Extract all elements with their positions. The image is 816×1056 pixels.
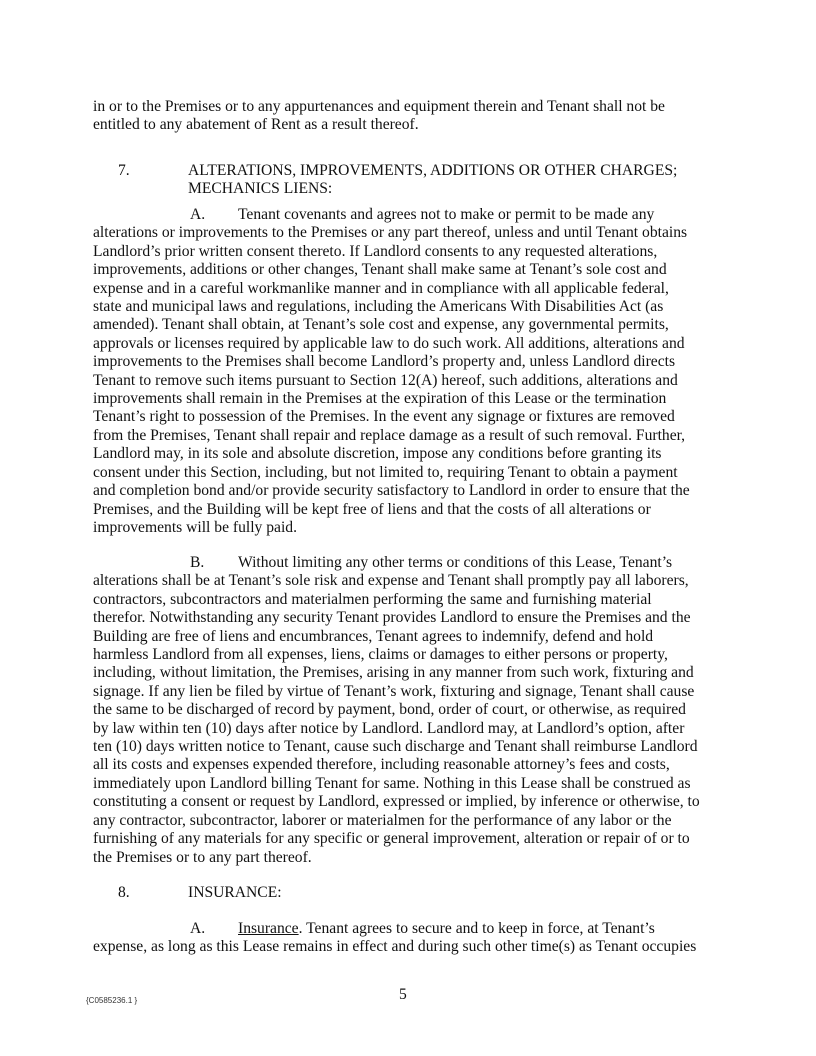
text-line: [93, 206, 723, 224]
text-line: Tenant to remove such items pursuant to Section 12(A) hereof, such additions, alterations and: [93, 371, 678, 389]
text-line: [93, 554, 723, 572]
text-line: alterations shall be at Tenant’s sole risk and expense and Tenant shall promptly pay all laborers,: [93, 572, 689, 590]
text-line: amended). Tenant shall obtain, at Tenant’s sole cost and expense, any governmental permits,: [93, 316, 669, 334]
paragraph-heading: Insurance: [238, 920, 299, 937]
text-line: contractors, subcontractors and materialmen performing the same and furnishing material: [93, 590, 652, 608]
paragraph-label: A.: [190, 920, 206, 937]
text-line: improvements, additions or other changes, Tenant shall make same at Tenant’s sole cost and: [93, 261, 667, 279]
text-line: [93, 920, 723, 938]
section-title: INSURANCE:: [188, 884, 282, 901]
text-line: the Premises or to any part thereof.: [93, 848, 312, 866]
text-line: alterations or improvements to the Premises or any part thereof, unless and until Tenant obtains: [93, 224, 688, 242]
text-line: entitled to any abatement of Rent as a result thereof.: [93, 116, 419, 134]
text-line: Landlord may, in its sole and absolute discretion, impose any conditions before granting its: [93, 445, 662, 463]
section-7-paragraph-b: [93, 554, 723, 867]
section-title: [188, 162, 677, 199]
text-line: harmless Landlord from all expenses, liens, claims or damages to either persons or property,: [93, 646, 668, 664]
section-title-line: ALTERATIONS, IMPROVEMENTS, ADDITIONS OR OTHER CHARGES;: [188, 162, 678, 179]
text-line: any contractor, subcontractor, laborer or materialmen for the performance of any labor or the: [93, 811, 672, 829]
text-line: approvals or licenses required by applicable law to do such work. All additions, alterations and: [93, 334, 685, 352]
text-line: Building are free of liens and encumbrances, Tenant agrees to indemnify, defend and hold: [93, 627, 654, 645]
text-line: Landlord’s prior written consent thereto. If Landlord consents to any requested alterations,: [93, 242, 658, 260]
text-line: Tenant’s right to possession of the Premises. In the event any signage or fixtures are removed: [93, 408, 675, 426]
section-number: 7.: [118, 162, 130, 179]
intro-paragraph: [93, 98, 723, 135]
text-line: ten (10) days written notice to Tenant, cause such discharge and Tenant shall reimburse Landlord: [93, 738, 698, 756]
section-title-line: MECHANICS LIENS:: [188, 180, 333, 198]
page-number: 5: [399, 986, 407, 1003]
text-line: expense and in a careful workmanlike manner and in compliance with all applicable federal,: [93, 279, 669, 297]
text-line: in or to the Premises or to any appurtenances and equipment therein and Tenant shall not be: [93, 98, 665, 115]
section-7-paragraph-a: [93, 206, 723, 537]
text-line: improvements will be fully paid.: [93, 518, 297, 536]
section-8-paragraph-a: [93, 920, 723, 957]
text-line: immediately upon Landlord billing Tenant for same. Nothing in this Lease shall be construed as: [93, 774, 691, 792]
text-run: . Tenant agrees to secure and to keep in force, at Tenant’s: [298, 920, 655, 937]
text-line: signage. If any lien be filed by virtue of Tenant’s work, fixturing and signage, Tenant shall cause: [93, 682, 695, 700]
text-line: the same to be discharged of record by payment, bond, order of court, or otherwise, as required: [93, 701, 686, 719]
text-line: by law within ten (10) days after notice by Landlord. Landlord may, at Landlord’s option, after: [93, 719, 685, 737]
text-line: Premises, and the Building will be kept free of liens and that the costs of all alterations or: [93, 500, 651, 518]
text-line: and completion bond and/or provide security satisfactory to Landlord in order to ensure that the: [93, 482, 690, 500]
text-line: including, without limitation, the Premises, arising in any manner from such work, fixturing and: [93, 664, 694, 682]
text-line: constituting a consent or request by Landlord, expressed or implied, by inference or otherwise, to: [93, 793, 700, 811]
text-line: furnishing of any materials for any specific or general improvement, alteration or repair of or to: [93, 830, 690, 848]
text-line: state and municipal laws and regulations, including the Americans With Disabilities Act (as: [93, 298, 664, 316]
section-number: 8.: [118, 884, 130, 901]
text-line: expense, as long as this Lease remains in effect and during such other time(s) as Tenant occupies: [93, 938, 697, 956]
text-line: improvements shall remain in the Premises at the expiration of this Lease or the termination: [93, 390, 667, 408]
text-line: improvements to the Premises shall become Landlord’s property and, unless Landlord directs: [93, 353, 676, 371]
paragraph-label: B.: [190, 554, 205, 571]
document-id: {C0585236.1 }: [86, 996, 138, 1005]
text-line: from the Premises, Tenant shall repair and replace damage as a result of such removal. Further,: [93, 426, 686, 444]
text-line: consent under this Section, including, but not limited to, requiring Tenant to obtain a payment: [93, 463, 678, 481]
text-line: therefor. Notwithstanding any security Tenant provides Landlord to ensure the Premises and the: [93, 609, 691, 627]
paragraph-label: A.: [190, 206, 206, 223]
text-run: Without limiting any other terms or conditions of this Lease, Tenant’s: [238, 554, 673, 571]
text-run: Tenant covenants and agrees not to make or permit to be made any: [238, 206, 655, 223]
text-line: all its costs and expenses expended therefore, including reasonable attorney’s fees and costs,: [93, 756, 670, 774]
